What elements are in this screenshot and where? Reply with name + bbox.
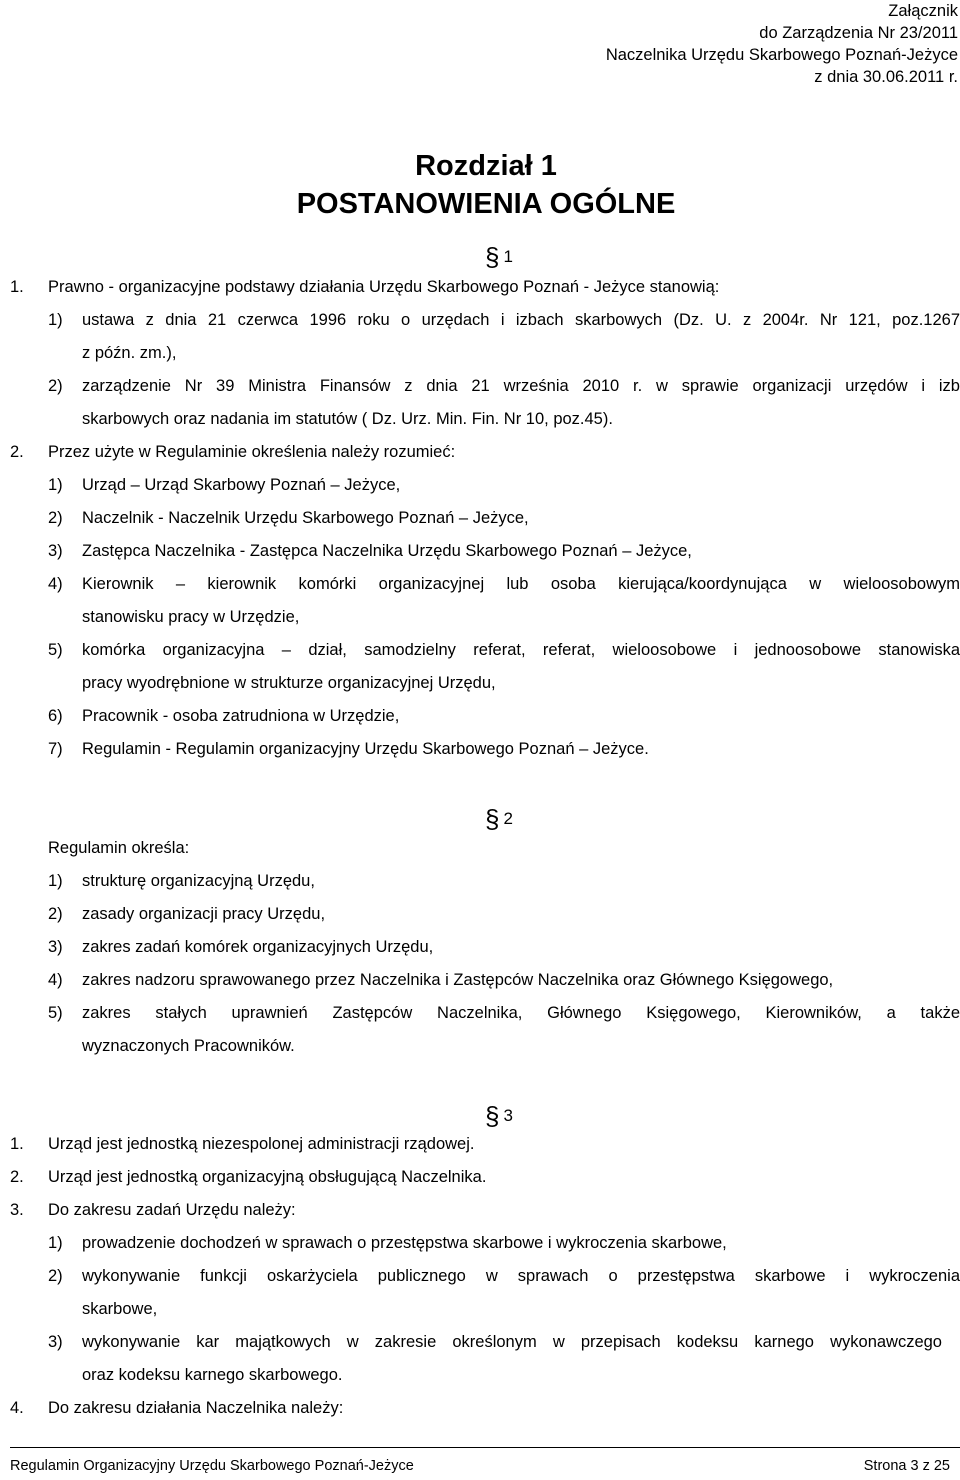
item-text: Pracownik - osoba zatrudniona w Urzędzie, [82,707,400,725]
header-line-2: do Zarządzenia Nr 23/2011 [759,24,958,42]
section-sign: § [485,1101,500,1131]
paragraph-text: Urząd jest jednostką niezespolonej administracji rządowej. [48,1135,475,1153]
item-number: 3) [48,1333,63,1351]
item-text: stanowisku pracy w Urzędzie, [82,608,300,626]
item-text: Naczelnik - Naczelnik Urzędu Skarbowego Poznań – Jeżyce, [82,509,529,527]
paragraph-number: 2. [10,443,24,461]
item-number: 2) [48,509,63,527]
item-text: ustawa z dnia 21 czerwca 1996 roku o urzędach i izbach skarbowych (Dz. U. z 2004r. Nr 121, poz.1267 [82,311,960,329]
paragraph-number: 1. [10,1135,24,1153]
header-line-4: z dnia 30.06.2011 r. [814,68,958,86]
item-number: 1) [48,311,63,329]
item-number: 4) [48,971,63,989]
item-text: zasady organizacji pracy Urzędu, [82,905,326,923]
paragraph-number: 2. [10,1168,24,1186]
item-number: 2) [48,377,63,395]
item-text: Regulamin - Regulamin organizacyjny Urzędu Skarbowego Poznań – Jeżyce. [82,740,649,758]
section-3-heading [485,1101,513,1131]
chapter-title: Rozdział 1 [415,150,557,182]
item-text: Kierownik – kierownik komórki organizacyjnej lub osoba kierująca/koordynująca w wieloosobowym [82,575,960,593]
paragraph-text: Do zakresu działania Naczelnika należy: [48,1399,344,1417]
item-number: 3) [48,542,63,560]
footer-divider [10,1447,960,1448]
item-text: zarządzenie Nr 39 Ministra Finansów z dnia 21 września 2010 r. w sprawie organizacji urzędów i izb [82,377,960,395]
section-sign: § [485,804,500,834]
item-number: 2) [48,1267,63,1285]
item-text: oraz kodeksu karnego skarbowego. [82,1366,343,1384]
item-number: 1) [48,872,63,890]
item-text: strukturę organizacyjną Urzędu, [82,872,315,890]
header-line-1: Załącznik [888,2,958,20]
item-text: wykonywanie kar majątkowych w zakresie określonym w przepisach kodeksu karnego wykonawczego [82,1333,942,1351]
item-text: skarbowe, [82,1300,158,1318]
item-number: 4) [48,575,63,593]
item-number: 3) [48,938,63,956]
item-text: komórka organizacyjna – dział, samodzielny referat, referat, wieloosobowe i jednoosobowe stanowiska [82,641,960,659]
section-number: 1 [503,247,513,266]
item-number: 5) [48,1004,63,1022]
item-text: skarbowych oraz nadania im statutów ( Dz. Urz. Min. Fin. Nr 10, poz.45). [82,410,613,428]
paragraph-text: Przez użyte w Regulaminie określenia należy rozumieć: [48,443,456,461]
item-text: wyznaczonych Pracowników. [82,1037,295,1055]
item-number: 1) [48,476,63,494]
paragraph-text: Urząd jest jednostką organizacyjną obsługującą Naczelnika. [48,1168,487,1186]
chapter-subtitle: POSTANOWIENIA OGÓLNE [296,188,676,220]
section-2-heading [485,804,513,834]
item-number: 2) [48,905,63,923]
section-sign: § [485,242,500,272]
item-text: z późn. zm.), [82,344,177,362]
header-line-3: Naczelnika Urzędu Skarbowego Poznań-Jeżyce [605,46,958,64]
item-text: pracy wyodrębnione w strukturze organizacyjnej Urzędu, [82,674,496,692]
paragraph-number: 3. [10,1201,24,1219]
item-number: 1) [48,1234,63,1252]
paragraph-text: Regulamin określa: [48,839,190,857]
paragraph-text: Prawno - organizacyjne podstawy działania Urzędu Skarbowego Poznań - Jeżyce stanowią: [48,278,720,296]
item-number: 6) [48,707,63,725]
item-text: wykonywanie funkcji oskarżyciela publicznego w sprawach o przestępstwa skarbowe i wykroczenia [82,1267,960,1285]
item-text: prowadzenie dochodzeń w sprawach o przestępstwa skarbowe i wykroczenia skarbowe, [82,1234,727,1252]
item-text: zakres stałych uprawnień Zastępców Naczelnika, Głównego Księgowego, Kierowników, a także [82,1004,960,1022]
item-number: 5) [48,641,63,659]
paragraph-number: 4. [10,1399,24,1417]
paragraph-number: 1. [10,278,24,296]
item-text: Urząd – Urząd Skarbowy Poznań – Jeżyce, [82,476,401,494]
attachment-header [606,0,958,88]
page-number: Strona 3 z 25 [863,1458,950,1474]
section-1-heading [485,242,513,272]
item-number: 7) [48,740,63,758]
paragraph-text: Do zakresu zadań Urzędu należy: [48,1201,296,1219]
section-number: 2 [503,809,513,828]
item-text: Zastępca Naczelnika - Zastępca Naczelnika Urzędu Skarbowego Poznań – Jeżyce, [82,542,692,560]
section-number: 3 [503,1106,513,1125]
item-text: zakres zadań komórek organizacyjnych Urzędu, [82,938,434,956]
item-text: zakres nadzoru sprawowanego przez Naczelnika i Zastępców Naczelnika oraz Głównego Księgowego, [82,971,834,989]
footer-title: Regulamin Organizacyjny Urzędu Skarbowego Poznań-Jeżyce [10,1458,414,1474]
